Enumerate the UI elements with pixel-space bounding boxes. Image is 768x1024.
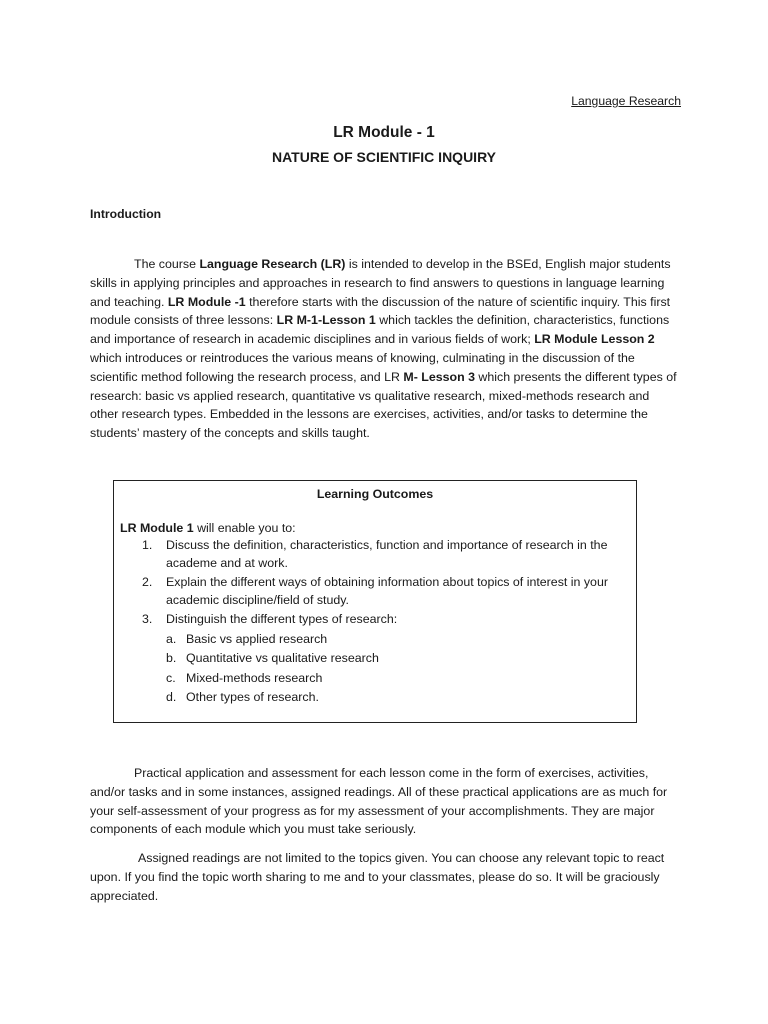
outcome-item — [120, 611, 630, 708]
outcome-text: Distinguish the different types of research: — [166, 612, 398, 627]
introduction-paragraph — [90, 255, 678, 443]
research-types-list — [166, 630, 630, 708]
practical-application-text: Practical application and assessment for each lesson come in the form of exercises, activities, and/or tasks and in some instances, assigned readings. All of these practical applications are as much for your self-assessment of your progress as for my assessment of your accomplishments. They are major components of each module which you must take seriously. — [90, 766, 668, 837]
intro-segment-bold: LR Module -1 — [167, 294, 246, 309]
practical-application-paragraph — [90, 764, 680, 839]
module-title: LR Module - 1 — [333, 124, 435, 141]
outcome-text: Explain the different ways of obtaining information about topics of interest in your academic discipline/field of study. — [166, 575, 608, 607]
lead-bold: LR Module 1 — [120, 521, 194, 535]
research-type-item — [166, 669, 630, 689]
outcome-number: 2. — [142, 575, 153, 590]
intro-segment-bold: LR M-1-Lesson 1 — [276, 313, 376, 328]
intro-segment: is intended to develop in the BSEd, English major students skills in applying principles and approaches in research to find answers to questions in language learning and teaching. — [90, 257, 671, 309]
outcome-number: 3. — [142, 612, 153, 627]
intro-segment: which introduces or reintroduces the various means of knowing, culminating in the discussion of the scientific method following the research process, and LR — [90, 350, 635, 384]
research-type-item — [166, 630, 630, 650]
research-type-text: Quantitative vs qualitative research — [186, 651, 379, 666]
assigned-readings-paragraph — [90, 849, 680, 905]
research-type-item — [166, 688, 630, 708]
intro-segment: The course — [134, 257, 200, 271]
introduction-heading: Introduction — [90, 207, 162, 221]
research-type-text: Other types of research. — [186, 690, 319, 705]
assigned-readings-text: Assigned readings are not limited to the topics given. You can choose any relevant topic to react upon. If you find the topic worth sharing to me and to your classmates, please do so. It will be graciously appreciated. — [90, 851, 665, 903]
intro-segment: which presents the different types of research: basic vs applied research, quantitative vs qualitative research, mixed-methods research and other research types. Embedded in the lessons are exercises, activities, and/or tasks to determine the students’ mastery of the concepts and skills taught. — [90, 369, 677, 441]
outcome-item — [120, 537, 630, 572]
research-type-letter: d. — [166, 690, 177, 705]
research-type-letter: c. — [166, 670, 176, 685]
module-subtitle: NATURE OF SCIENTIFIC INQUIRY — [272, 149, 496, 165]
outcome-number: 1. — [142, 538, 153, 552]
research-type-letter: a. — [166, 631, 177, 646]
intro-segment: therefore starts with the discussion of the nature of scientific inquiry. This first module consists of three lessons: — [90, 294, 671, 328]
intro-segment-bold: LR Module Lesson 2 — [534, 332, 655, 347]
research-type-item — [166, 649, 630, 669]
outcome-item — [120, 574, 630, 609]
learning-outcomes-box — [113, 480, 637, 723]
learning-outcomes-title: Learning Outcomes — [316, 487, 434, 501]
outcomes-list — [120, 537, 630, 708]
learning-outcomes-lead — [120, 519, 630, 537]
outcome-text: Discuss the definition, characteristics, function and importance of research in the academe and at work. — [166, 538, 608, 570]
research-type-text: Mixed-methods research — [186, 670, 323, 685]
intro-segment-bold: Language Research (LR) — [199, 257, 346, 271]
lead-rest: will enable you to: — [193, 521, 296, 535]
research-type-text: Basic vs applied research — [186, 631, 328, 646]
course-header-label: Language Research — [571, 94, 681, 108]
research-type-letter: b. — [166, 651, 177, 666]
intro-segment-bold: M- Lesson 3 — [403, 369, 475, 384]
intro-segment: which tackles the definition, characteristics, functions and importance of research in academic disciplines and in various fields of work; — [90, 313, 670, 347]
